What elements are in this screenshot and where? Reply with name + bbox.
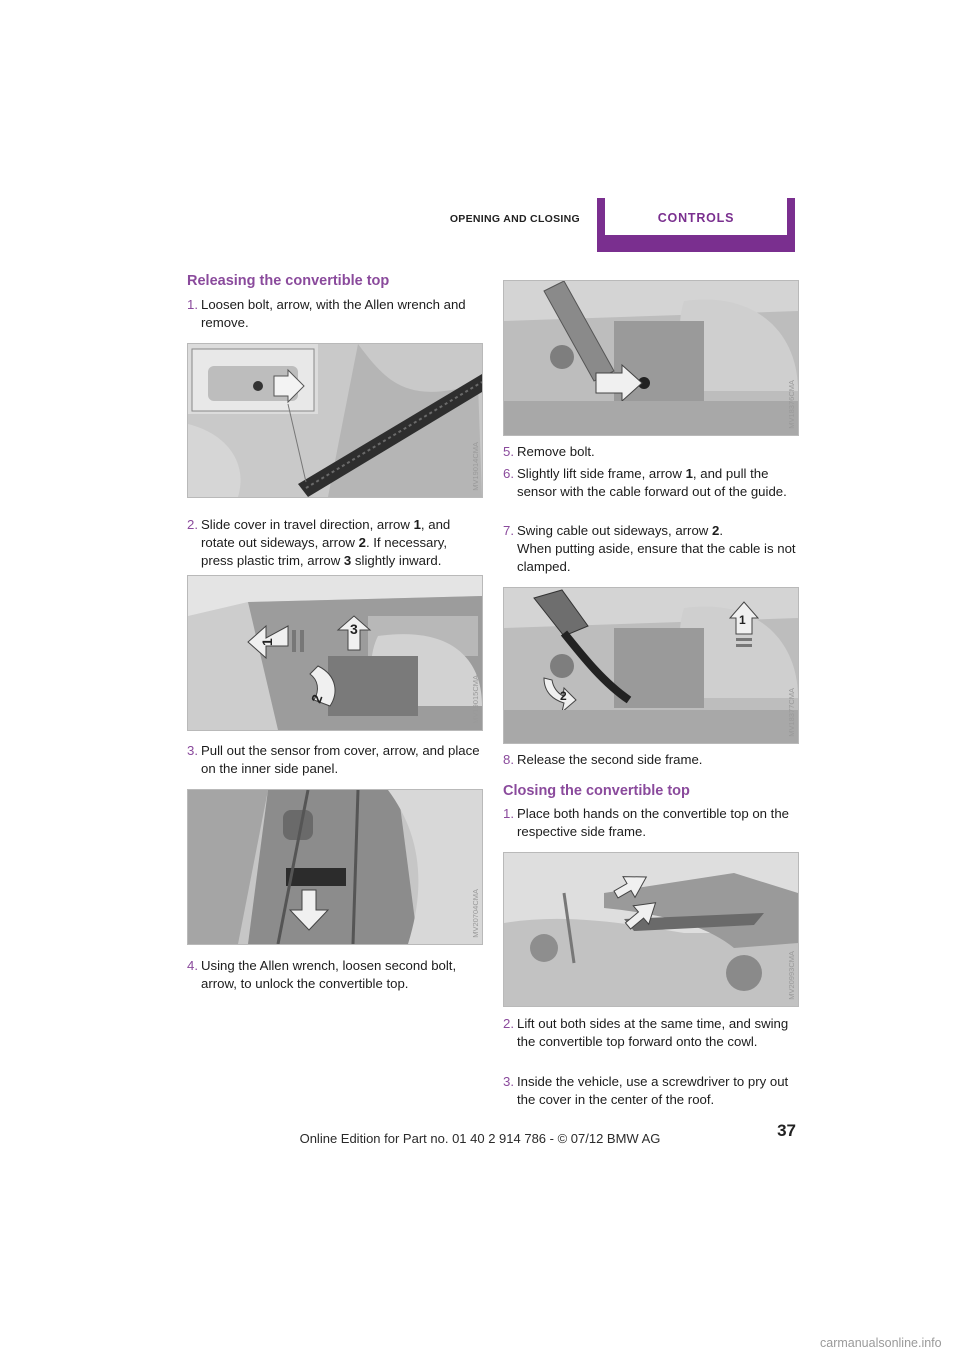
step-release-2	[187, 516, 481, 571]
step-number: 5.	[503, 444, 514, 459]
image-code: MV18376CMA	[787, 380, 796, 429]
step-note: When putting aside, ensure that the cable is not clamped.	[517, 541, 796, 575]
image-code: MV18377CMA	[787, 688, 796, 737]
step-text: Slightly lift side frame, arrow 1, and pull the sensor with the cable forward out of the guide.	[517, 466, 787, 500]
callout-2: 2	[307, 692, 326, 706]
figure-convertible-top	[503, 852, 799, 1007]
step-text: Place both hands on the convertible top on the respective side frame.	[517, 806, 790, 840]
step-number: 8.	[503, 752, 514, 767]
step-release-5	[503, 443, 797, 461]
figure-allen-bolt	[187, 343, 483, 498]
step-text: Using the Allen wrench, loosen second bolt, arrow, to unlock the convertible top.	[201, 958, 457, 992]
step-text: Loosen bolt, arrow, with the Allen wrench and remove.	[201, 297, 466, 331]
step-text: Remove bolt.	[517, 444, 595, 459]
step-release-4	[187, 957, 481, 993]
page-number: 37	[777, 1121, 796, 1140]
step-number: 4.	[187, 958, 198, 973]
step-release-6	[503, 465, 797, 501]
step-text: Slide cover in travel direction, arrow 1, and rotate out sideways, arrow 2. If necessary, press plastic trim, arrow 3 slightly inward.	[201, 517, 451, 569]
step-text: Lift out both sides at the same time, and swing the convertible top forward onto the cowl.	[517, 1016, 789, 1050]
callout-3: 3	[350, 621, 358, 637]
step-text: Inside the vehicle, use a screwdriver to pry out the cover in the center of the roof.	[517, 1074, 789, 1108]
step-release-7	[503, 522, 797, 577]
step-number: 6.	[503, 466, 514, 481]
heading-closing: Closing the convertible top	[503, 783, 690, 799]
step-close-1	[503, 805, 797, 841]
step-number: 3.	[503, 1074, 514, 1089]
callout-2: 2	[560, 689, 567, 703]
callout-1: 1	[739, 613, 746, 627]
step-release-3	[187, 742, 481, 778]
step-number: 7.	[503, 523, 514, 538]
step-text: Swing cable out sideways, arrow 2. When putting aside, ensure that the cable is not clamped.	[517, 523, 796, 575]
image-code: MV20993CMA	[787, 951, 796, 1000]
figure-slide-cover	[187, 575, 483, 731]
step-text: Release the second side frame.	[517, 752, 703, 767]
running-header-section: OPENING AND CLOSING	[449, 213, 580, 225]
footer-edition: Online Edition for Part no. 01 40 2 914 786 - © 07/12 BMW AG	[299, 1131, 661, 1146]
callout-1: 1	[259, 638, 275, 646]
step-close-3	[503, 1073, 797, 1109]
step-number: 1.	[503, 806, 514, 821]
step-number: 2.	[503, 1016, 514, 1031]
image-code: MV19014CMA	[471, 442, 480, 491]
figure-remove-bolt	[503, 280, 799, 436]
figure-lift-side-frame	[503, 587, 799, 744]
step-number: 1.	[187, 297, 198, 312]
figure-sensor-cover	[187, 789, 483, 945]
step-text: Pull out the sensor from cover, arrow, and place on the inner side panel.	[201, 743, 480, 777]
step-release-8	[503, 751, 797, 769]
step-number: 3.	[187, 743, 198, 758]
step-release-1	[187, 296, 481, 332]
step-close-2	[503, 1015, 797, 1051]
image-code: MV20704CMA	[471, 889, 480, 938]
chapter-tab	[597, 198, 795, 252]
image-code: MV19015CMA	[471, 675, 480, 724]
step-number: 2.	[187, 517, 198, 532]
heading-releasing: Releasing the convertible top	[187, 273, 390, 289]
chapter-tab-label: CONTROLS	[605, 198, 787, 235]
watermark: carmanualsonline.info	[820, 1336, 942, 1350]
